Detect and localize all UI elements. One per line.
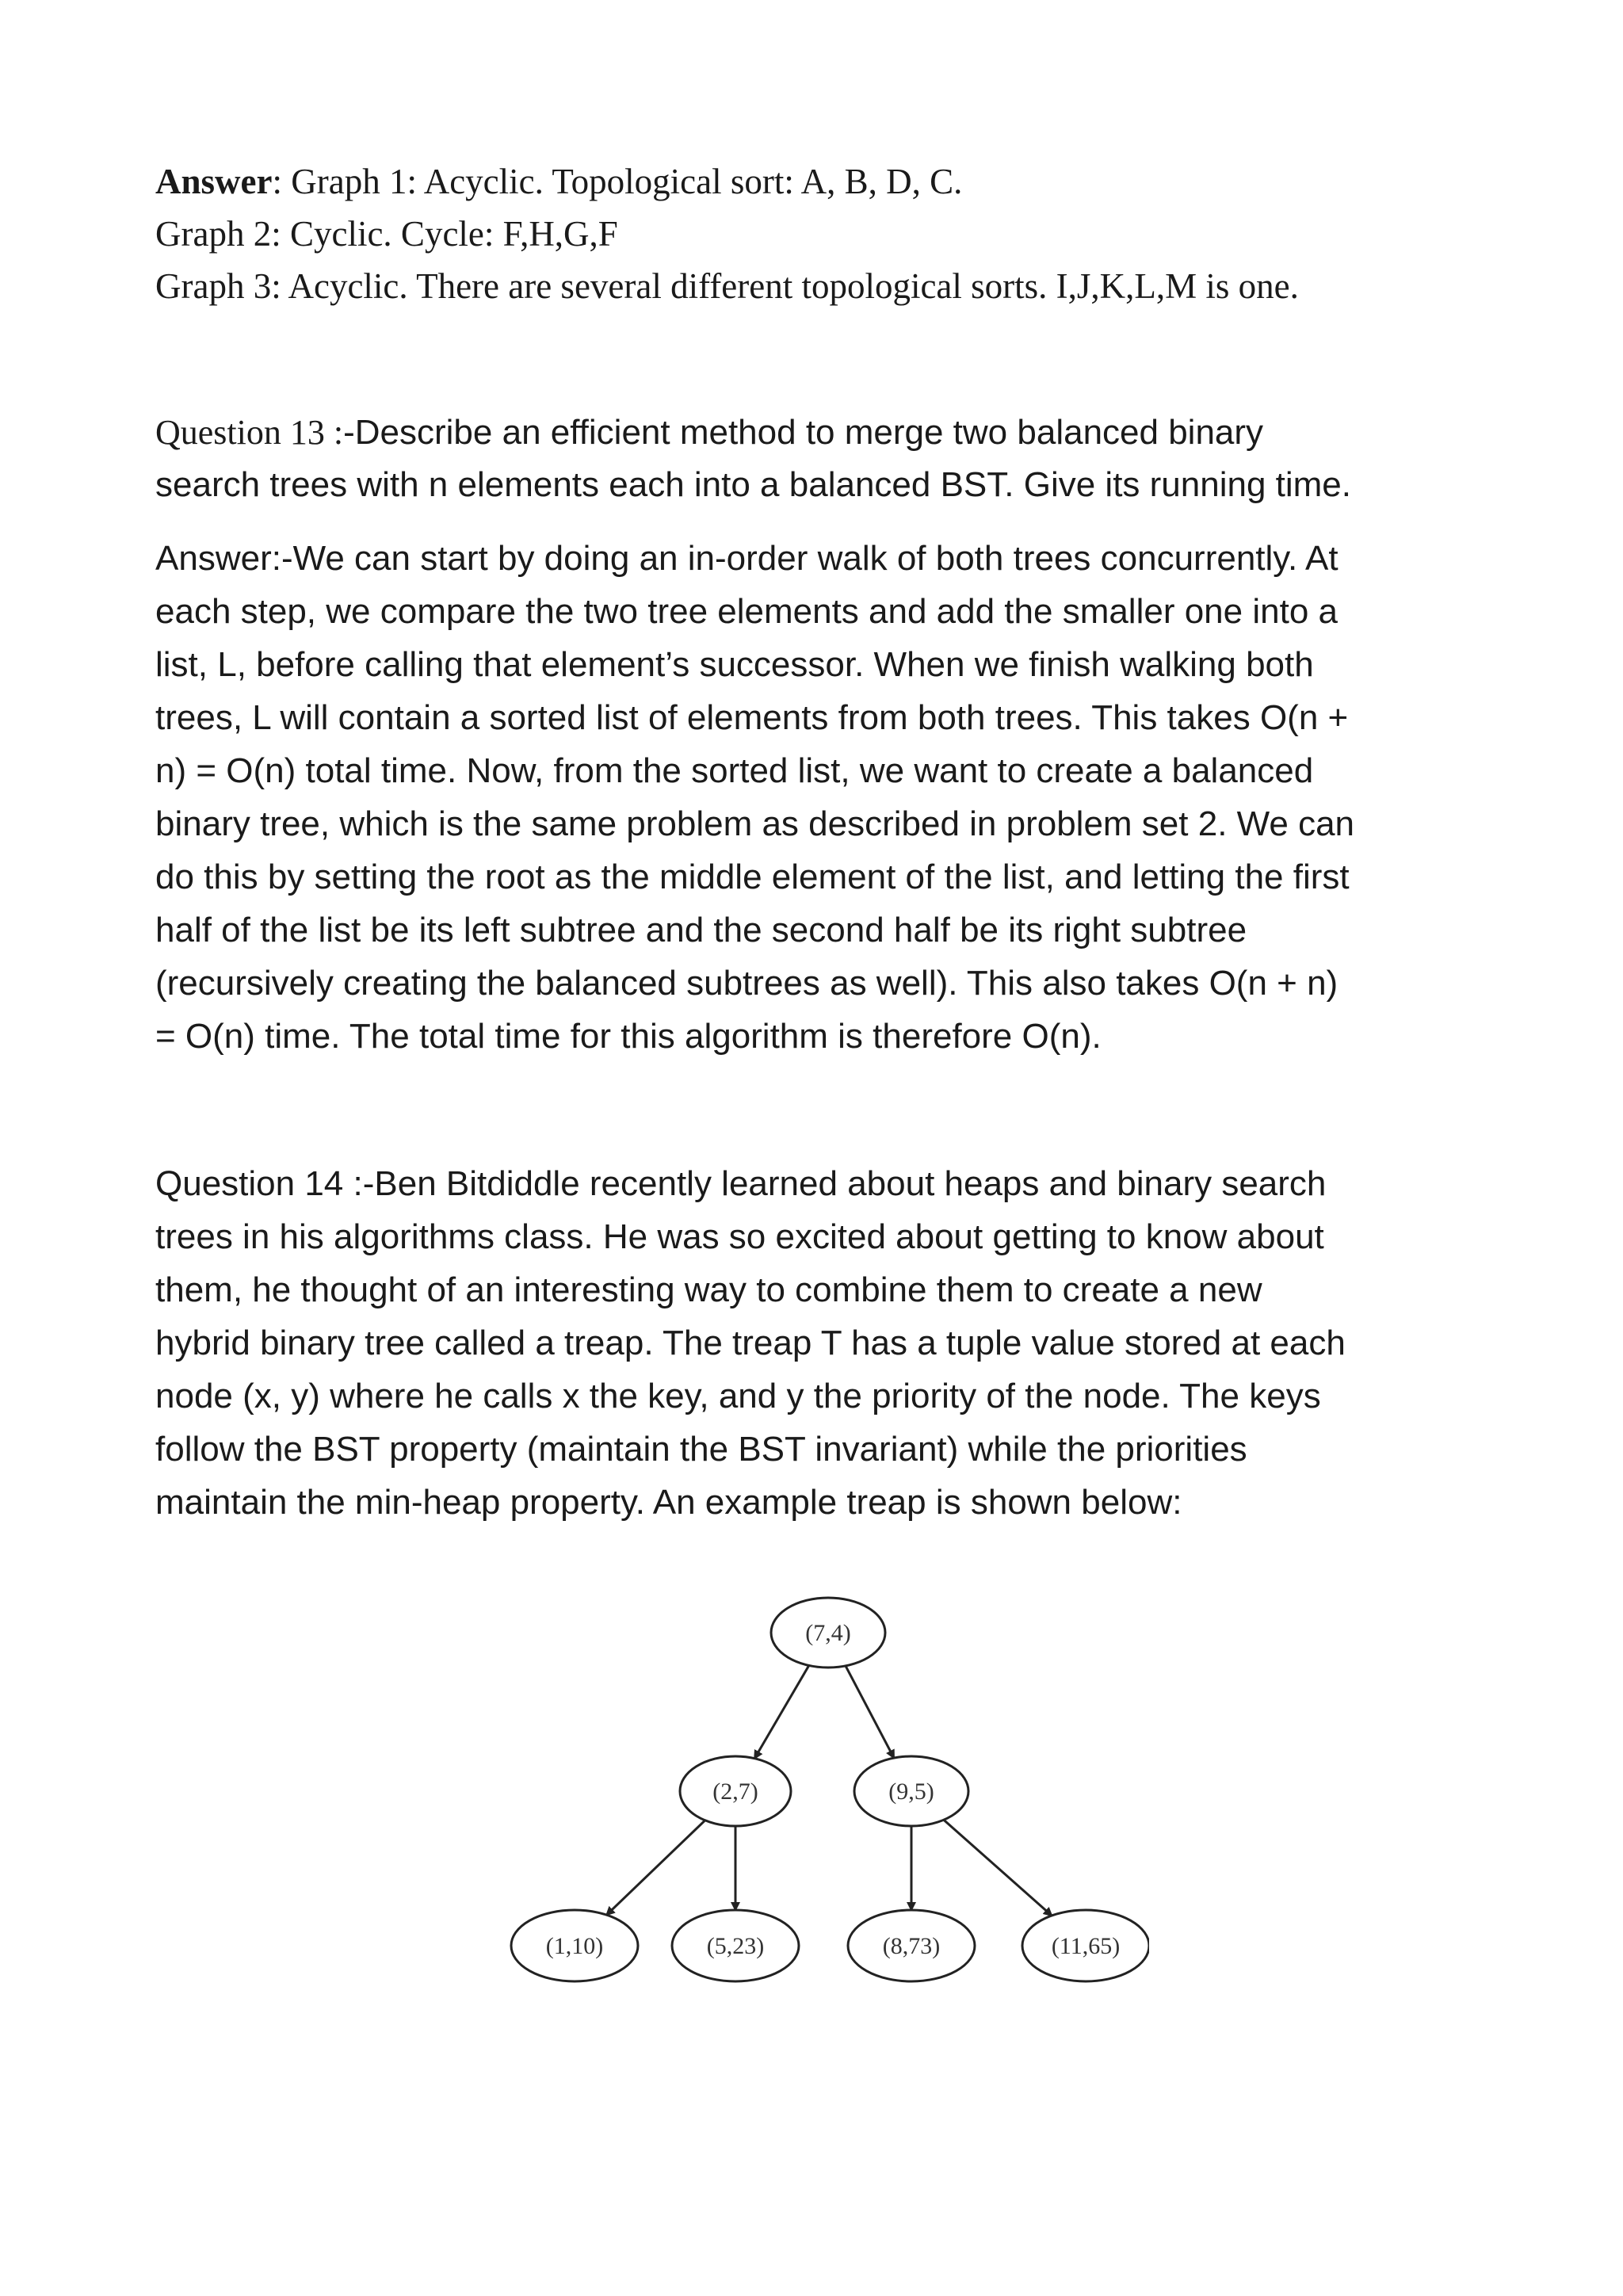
treap-nodes [511,1598,1149,1981]
treap-diagram [491,1585,1149,1997]
q14-line: Question 14 :-Ben Bitdiddle recently learned about heaps and binary search [155,1164,1327,1203]
q13-answer-line: (recursively creating the balanced subtrees as well). This also takes O(n + n) [155,964,1338,1003]
question13-prefix: Question 13 : [155,413,344,452]
treap-node-label: (7,4) [805,1620,851,1646]
treap-node [1022,1910,1149,1981]
treap-node [854,1756,968,1826]
treap-edges [606,1665,1052,1916]
q13-answer-line: trees, L will contain a sorted list of elements from both trees. This takes O(n + [155,698,1349,737]
treap-edge [754,1665,809,1758]
treap-edge [606,1820,705,1915]
treap-node-label: (11,65) [1051,1933,1121,1959]
treap-edge [846,1666,894,1758]
treap-node-label: (9,5) [888,1778,934,1805]
treap-node [511,1910,638,1981]
treap-node-label: (1,10) [545,1933,604,1959]
q14-line: trees in his algorithms class. He was so excited about getting to know about [155,1217,1324,1256]
answer-line-1-text: : Graph 1: Acyclic. Topological sort: A, B, D, C. [272,162,963,201]
answer-line-3: Graph 3: Acyclic. There are several different topological sorts. I,J,K,L,M is one. [155,266,1299,306]
q13-answer-line: n) = O(n) total time. Now, from the sorted list, we want to create a balanced [155,751,1314,790]
question13-line-1-text: -Describe an efficient method to merge two balanced binary [343,413,1264,452]
question13-line-1 [155,406,1263,459]
q13-answer-line: each step, we compare the two tree elements and add the smaller one into a [155,592,1338,631]
q13-answer-line: half of the list be its left subtree and the second half be its right subtree [155,911,1247,949]
treap-node [771,1598,885,1668]
q14-line: follow the BST property (maintain the BST invariant) while the priorities [155,1430,1247,1469]
treap-node [848,1910,975,1981]
answer-line-2: Graph 2: Cyclic. Cycle: F,H,G,F [155,214,618,254]
q14-line: hybrid binary tree called a treap. The treap T has a tuple value stored at each [155,1324,1346,1362]
treap-node-label: (8,73) [882,1933,941,1959]
treap-node [680,1756,791,1826]
answer-label: Answer [155,162,273,201]
question13-line-2: search trees with n elements each into a balanced BST. Give its running time. [155,465,1351,504]
treap-edge [944,1820,1052,1916]
q14-line: them, he thought of an interesting way to combine them to create a new [155,1270,1262,1309]
treap-node-label: (5,23) [706,1933,765,1959]
q13-answer-line: do this by setting the root as the middle element of the list, and letting the first [155,858,1350,896]
treap-node-label: (2,7) [712,1778,758,1805]
q13-answer-line: Answer:-We can start by doing an in-order walk of both trees concurrently. At [155,539,1338,578]
q13-answer-line: list, L, before calling that element’s successor. When we finish walking both [155,645,1314,684]
treap-node [672,1910,799,1981]
q14-line: node (x, y) where he calls x the key, and y the priority of the node. The keys [155,1377,1321,1415]
answer-line-1 [155,155,962,208]
q13-answer-line: = O(n) time. The total time for this algorithm is therefore O(n). [155,1017,1102,1056]
q13-answer-line: binary tree, which is the same problem as described in problem set 2. We can [155,804,1355,843]
q14-line: maintain the min-heap property. An example treap is shown below: [155,1483,1182,1522]
